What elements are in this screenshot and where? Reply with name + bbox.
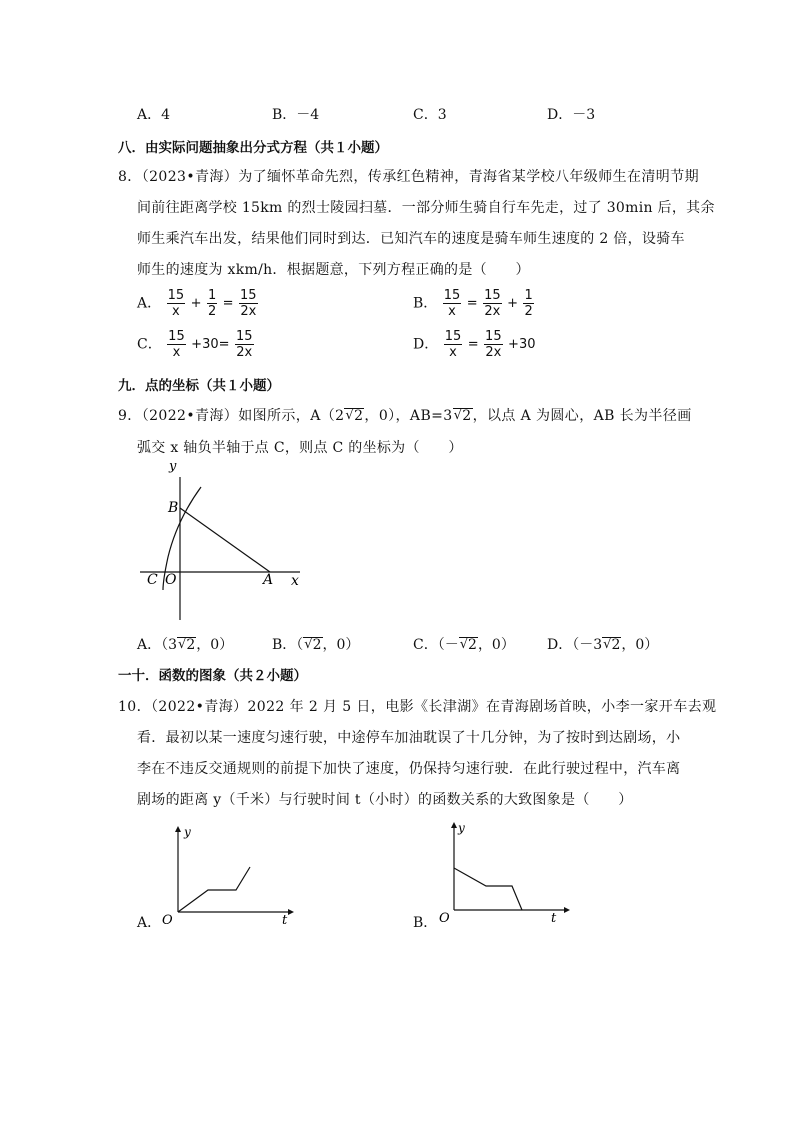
label-x: x [291,573,299,589]
label-a: A [263,572,274,588]
q8-line-4: 师生的速度为 xkm/h．根据题意，下列方程正确的是（ ） [137,262,530,278]
option-label: A． [137,295,162,312]
q8-line-2: 间前往距离学校 15km 的烈士陵园扫墓．一部分师生骑自行车先走，过了 30min 后，其余 [137,200,715,216]
label-y: y [169,462,177,474]
operator: +30= [191,337,230,352]
q8-option-c[interactable] [137,329,255,360]
fraction: $\frac{15}{2x}$ [484,288,501,319]
operator: = [467,337,479,352]
q9-line-1: 9．（2022•青海）如图所示，A（2√2，0），AB=3√2，以点 A 为圆心，AB 长为半径画 [118,408,692,424]
q10-line-4: 剧场的距离 y（千米）与行驶时间 t（小时）的函数关系的大致图象是（ ） [137,792,633,808]
label-y: y [458,821,465,835]
fraction: $\frac{15}{x}$ [168,329,185,360]
segment-ab [180,508,270,572]
graph-line [178,867,250,912]
q7-option-d[interactable]: D．－3 [547,107,596,123]
q7-option-c[interactable]: C．3 [413,107,447,123]
label-o: O [162,913,173,928]
y-axis-arrow [175,826,181,832]
fraction: $\frac{15}{x}$ [167,288,185,319]
option-label: C． [137,336,162,353]
q8-option-b[interactable] [413,288,535,319]
q9-option-b[interactable]: B．（√2，0） [272,637,360,653]
fraction: $\frac{15}{x}$ [443,288,461,319]
sqrt-radicand: √2 [304,637,322,653]
q10-option-b[interactable]: B． [413,915,438,931]
fraction: $\frac{15}{2x}$ [240,288,257,319]
fraction: $\frac{1}{2}$ [207,288,217,319]
option-label: D． [413,336,439,353]
q7-option-a[interactable]: A．4 [137,107,171,123]
q8-option-a[interactable] [137,288,259,319]
sqrt-radicand: √2 [603,637,621,653]
label-y: y [184,825,191,839]
operator: + [507,296,519,311]
operator: = [222,296,234,311]
option-label: B． [413,295,438,312]
q10-graph-b [434,818,574,928]
q8-option-d[interactable] [413,329,535,360]
section-10-title: 一十．函数的图象（共２小题） [118,668,307,684]
q10-line-1: 10．（2022•青海）2022 年 2 月 5 日，电影《长津湖》在青海剧场首映，小李一家开车去观 [118,699,717,715]
q9-option-d[interactable]: D．（－3√2，0） [547,637,659,653]
q10-line-3: 李在不违反交通规则的前提下加快了速度，仍保持匀速行驶．在此行驶过程中，汽车离 [137,761,681,777]
q10-option-a[interactable]: A． [137,915,162,931]
sqrt-radicand: √2 [459,637,477,653]
label-t: t [282,913,288,928]
section-8-title: 八．由实际问题抽象出分式方程（共１小题） [118,140,388,156]
q7-option-b[interactable]: B．－4 [272,107,320,123]
label-b: B [168,500,179,516]
label-c: C [147,572,158,588]
label-o: O [439,911,450,926]
label-o: O [165,572,177,588]
label-t: t [551,911,557,926]
q9-figure [135,462,310,627]
t-axis-arrow [564,907,570,913]
q9-option-a[interactable]: A．（3√2，0） [137,637,234,653]
q10-line-2: 看．最初以某一速度匀速行驶，中途停车加油耽误了十几分钟，为了按时到达剧场，小 [137,730,681,746]
section-9-title: 九．点的坐标（共１小题） [118,378,280,394]
sqrt-radicand: √2 [345,408,364,424]
q10-graph-a [158,822,298,930]
y-axis-arrow [451,822,457,828]
fraction: $\frac{15}{x}$ [444,329,462,360]
sqrt-radicand: √2 [453,408,472,424]
operator: + [190,296,202,311]
fraction: $\frac{1}{2}$ [524,288,533,319]
fraction: $\frac{15}{2x}$ [485,329,502,360]
operator: = [466,296,478,311]
q8-line-1: 8．（2023•青海）为了缅怀革命先烈，传承红色精神，青海省某学校八年级师生在清明节期 [118,169,699,185]
t-axis-arrow [288,909,294,915]
graph-line [454,868,522,910]
sqrt-radicand: √2 [178,637,196,653]
fraction: $\frac{15}{2x}$ [235,329,253,360]
q8-line-3: 师生乘汽车出发，结果他们同时到达．已知汽车的速度是骑车师生速度的 2 倍，设骑车 [137,231,685,247]
q9-option-c[interactable]: C．（－√2，0） [413,637,515,653]
q9-line-2: 弧交 x 轴负半轴于点 C，则点 C 的坐标为（ ） [137,440,463,456]
operator: +30 [508,337,536,352]
